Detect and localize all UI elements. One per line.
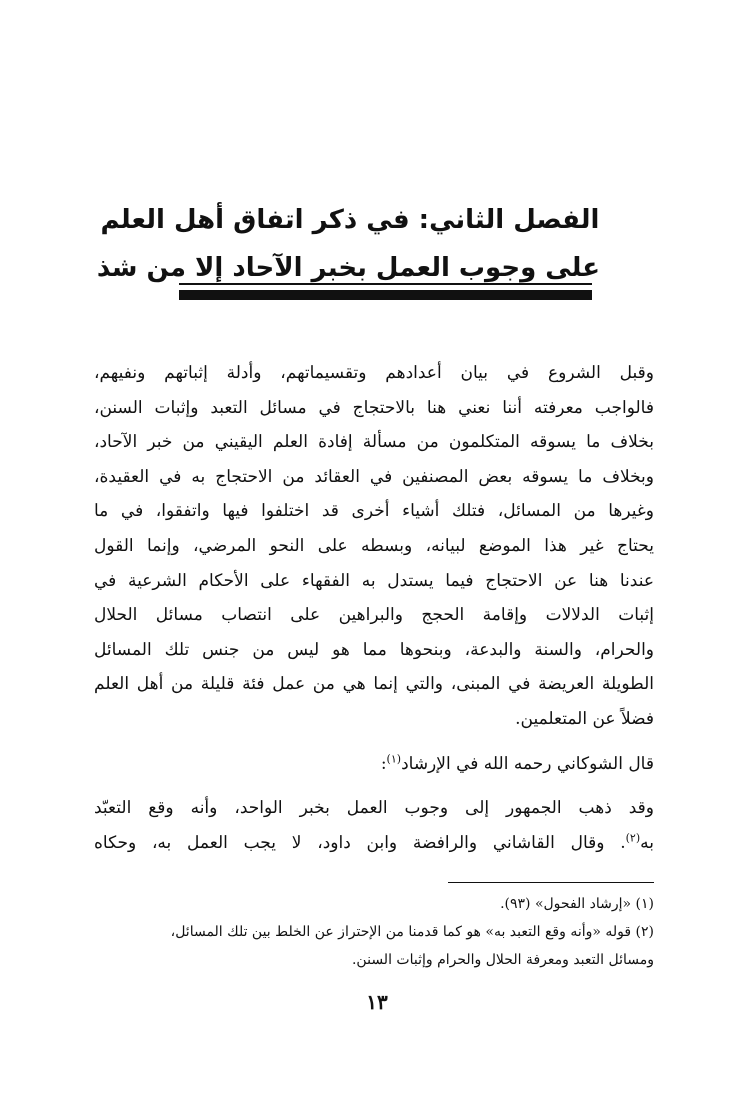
quote-intro: قال الشوكاني رحمه الله في الإرشاد (401, 753, 654, 774)
footnote-2-continued: ومسائل التعبد ومعرفة الحلال والحرام وإثبات السنن. (351, 952, 654, 968)
text-line (94, 747, 654, 782)
main-text (94, 356, 654, 860)
footnote-divider (448, 882, 654, 883)
text-line: وبخلاف ما يسوقه بعض المصنفين في العقائد من الاحتجاج به في العقيدة، (94, 466, 654, 487)
title-divider-thick (179, 290, 592, 300)
footnote-ref-1[interactable]: (١) (386, 751, 402, 765)
text-line: فضلاً عن المتعلمين. (515, 708, 654, 729)
text-line: فالواجب معرفته أننا نعني هنا بالاحتجاج في مسائل التعبد وإثبات السنن، (94, 397, 654, 418)
line-rest: . وقال القاشاني والرافضة وابن داود، لا يجب العمل به، وحكاه (94, 832, 626, 853)
paragraph-2 (94, 747, 654, 782)
text-line: والحرام، والسنة والبدعة، وبنحوها مما هو ليس من جنس تلك المسائل (94, 639, 654, 660)
chapter-title (96, 196, 600, 292)
text-line: وقبل الشروع في بيان أعدادهم وتقسيماتهم، وأدلة إثباتهم ونفيهم، (94, 363, 654, 383)
text-line: وغيرها من المسائل، فتلك أشياء أخرى قد اختلفوا فيها واتفقوا، في ما (94, 501, 654, 522)
text-line: وقد ذهب الجمهور إلى وجوب العمل بخبر الواحد، وأنه وقع التعبّد (94, 798, 654, 819)
page-number: ١٣ (366, 990, 388, 1014)
text-line: الطويلة العريضة في المبنى، والتي إنما هي من عمل فئة قليلة من أهل العلم (94, 674, 654, 695)
title-divider-thin (179, 283, 592, 285)
text-line: إثبات الدلالات وإقامة الحجج والبراهين على انتصاب مسائل الحلال (94, 605, 654, 626)
text-line (94, 826, 654, 861)
line-start: به (640, 832, 654, 853)
footnotes (94, 890, 654, 974)
footnote-ref-2[interactable]: (٢) (625, 831, 641, 845)
text-line: بخلاف ما يسوقه المتكلمون من مسألة إفادة العلم اليقيني من خبر الآحاد، (94, 432, 654, 453)
chapter-title-line-2: على وجوب العمل بخبر الآحاد إلا من شذ (96, 253, 600, 283)
footnote-1: (١) «إرشاد الفحول» (٩٣). (500, 896, 654, 912)
colon: : (380, 753, 387, 774)
paragraph-1 (94, 356, 654, 737)
footnote-2: (٢) قوله «وأنه وقع التعبد به» هو كما قدمنا من الإحتراز عن الخلط بين تلك المسائل، (170, 924, 654, 940)
text-line: عندنا هنا عن الاحتجاج فيما يستدل به الفقهاء على الأحكام الشرعية في (94, 570, 654, 591)
text-line: يحتاج غير هذا الموضع لبيانه، وبسطه على النحو المرضي، وإنما القول (94, 535, 654, 556)
chapter-title-line-1: الفصل الثاني: في ذكر اتفاق أهل العلم (100, 205, 600, 235)
paragraph-3 (94, 791, 654, 860)
